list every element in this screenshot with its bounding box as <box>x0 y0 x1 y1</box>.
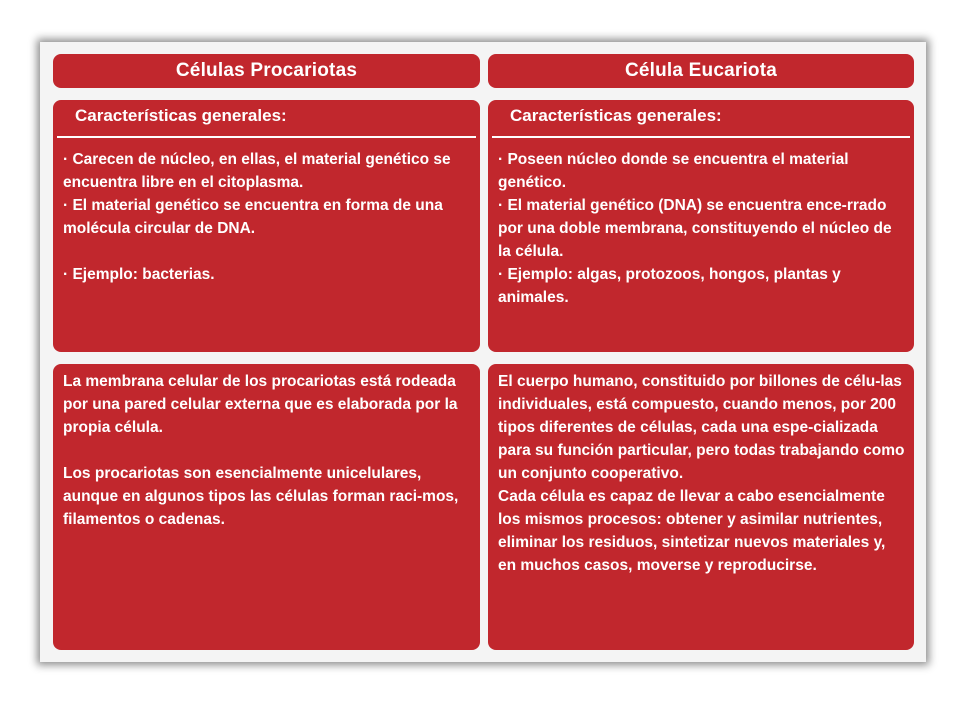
list-item: · Ejemplo: algas, protozoos, hongos, plantas y animales. <box>498 266 841 306</box>
list-item: · Carecen de núcleo, en ellas, el material genético se encuentra libre en el citoplasma. <box>63 151 451 191</box>
prokaryotic-description <box>53 364 480 650</box>
prokaryotic-paragraph: La membrana celular de los procariotas está rodeada por una pared celular externa que es elaborada por la propia célula. <box>63 373 458 436</box>
header-prokaryotic-label: Células Procariotas <box>175 60 358 81</box>
comparison-table <box>40 42 926 662</box>
prokaryotic-paragraph: Los procariotas son esencialmente unicelulares, aunque en algunos tipos las células forman raci-mos, filamentos o cadenas. <box>63 465 459 528</box>
eukaryotic-subtitle: Características generales: <box>510 106 722 125</box>
list-item: · El material genético (DNA) se encuentra ence-rrado por una doble membrana, constituyendo el núcleo de la célula. <box>498 197 892 260</box>
prokaryotic-bullet-list <box>53 138 480 286</box>
list-item: · Ejemplo: bacterias. <box>63 266 215 283</box>
eukaryotic-characteristics <box>488 100 914 352</box>
prokaryotic-characteristics <box>53 100 480 352</box>
header-eukaryotic-label: Célula Eucariota <box>624 60 778 81</box>
list-item: · Poseen núcleo donde se encuentra el material genético. <box>498 151 849 191</box>
header-eukaryotic <box>488 54 914 88</box>
prokaryotic-subtitle: Características generales: <box>75 106 287 125</box>
eukaryotic-paragraph: Cada célula es capaz de llevar a cabo esencialmente los mismos procesos: obtener y asimilar nutrientes, eliminar los residuos, sintetizar nuevos materiales y, en muchos casos, moverse y reproducirse. <box>498 488 886 574</box>
eukaryotic-bullet-list <box>488 138 914 309</box>
list-item: · El material genético se encuentra en forma de una molécula circular de DNA. <box>63 197 443 237</box>
eukaryotic-description <box>488 364 914 650</box>
header-prokaryotic <box>53 54 480 88</box>
eukaryotic-paragraph: El cuerpo humano, constituido por billones de célu-las individuales, está compuesto, cuando menos, por 200 tipos diferentes de células, cada una espe-cializada para su función particular, pero todas trabajando como un conjunto cooperativo. <box>498 373 905 482</box>
